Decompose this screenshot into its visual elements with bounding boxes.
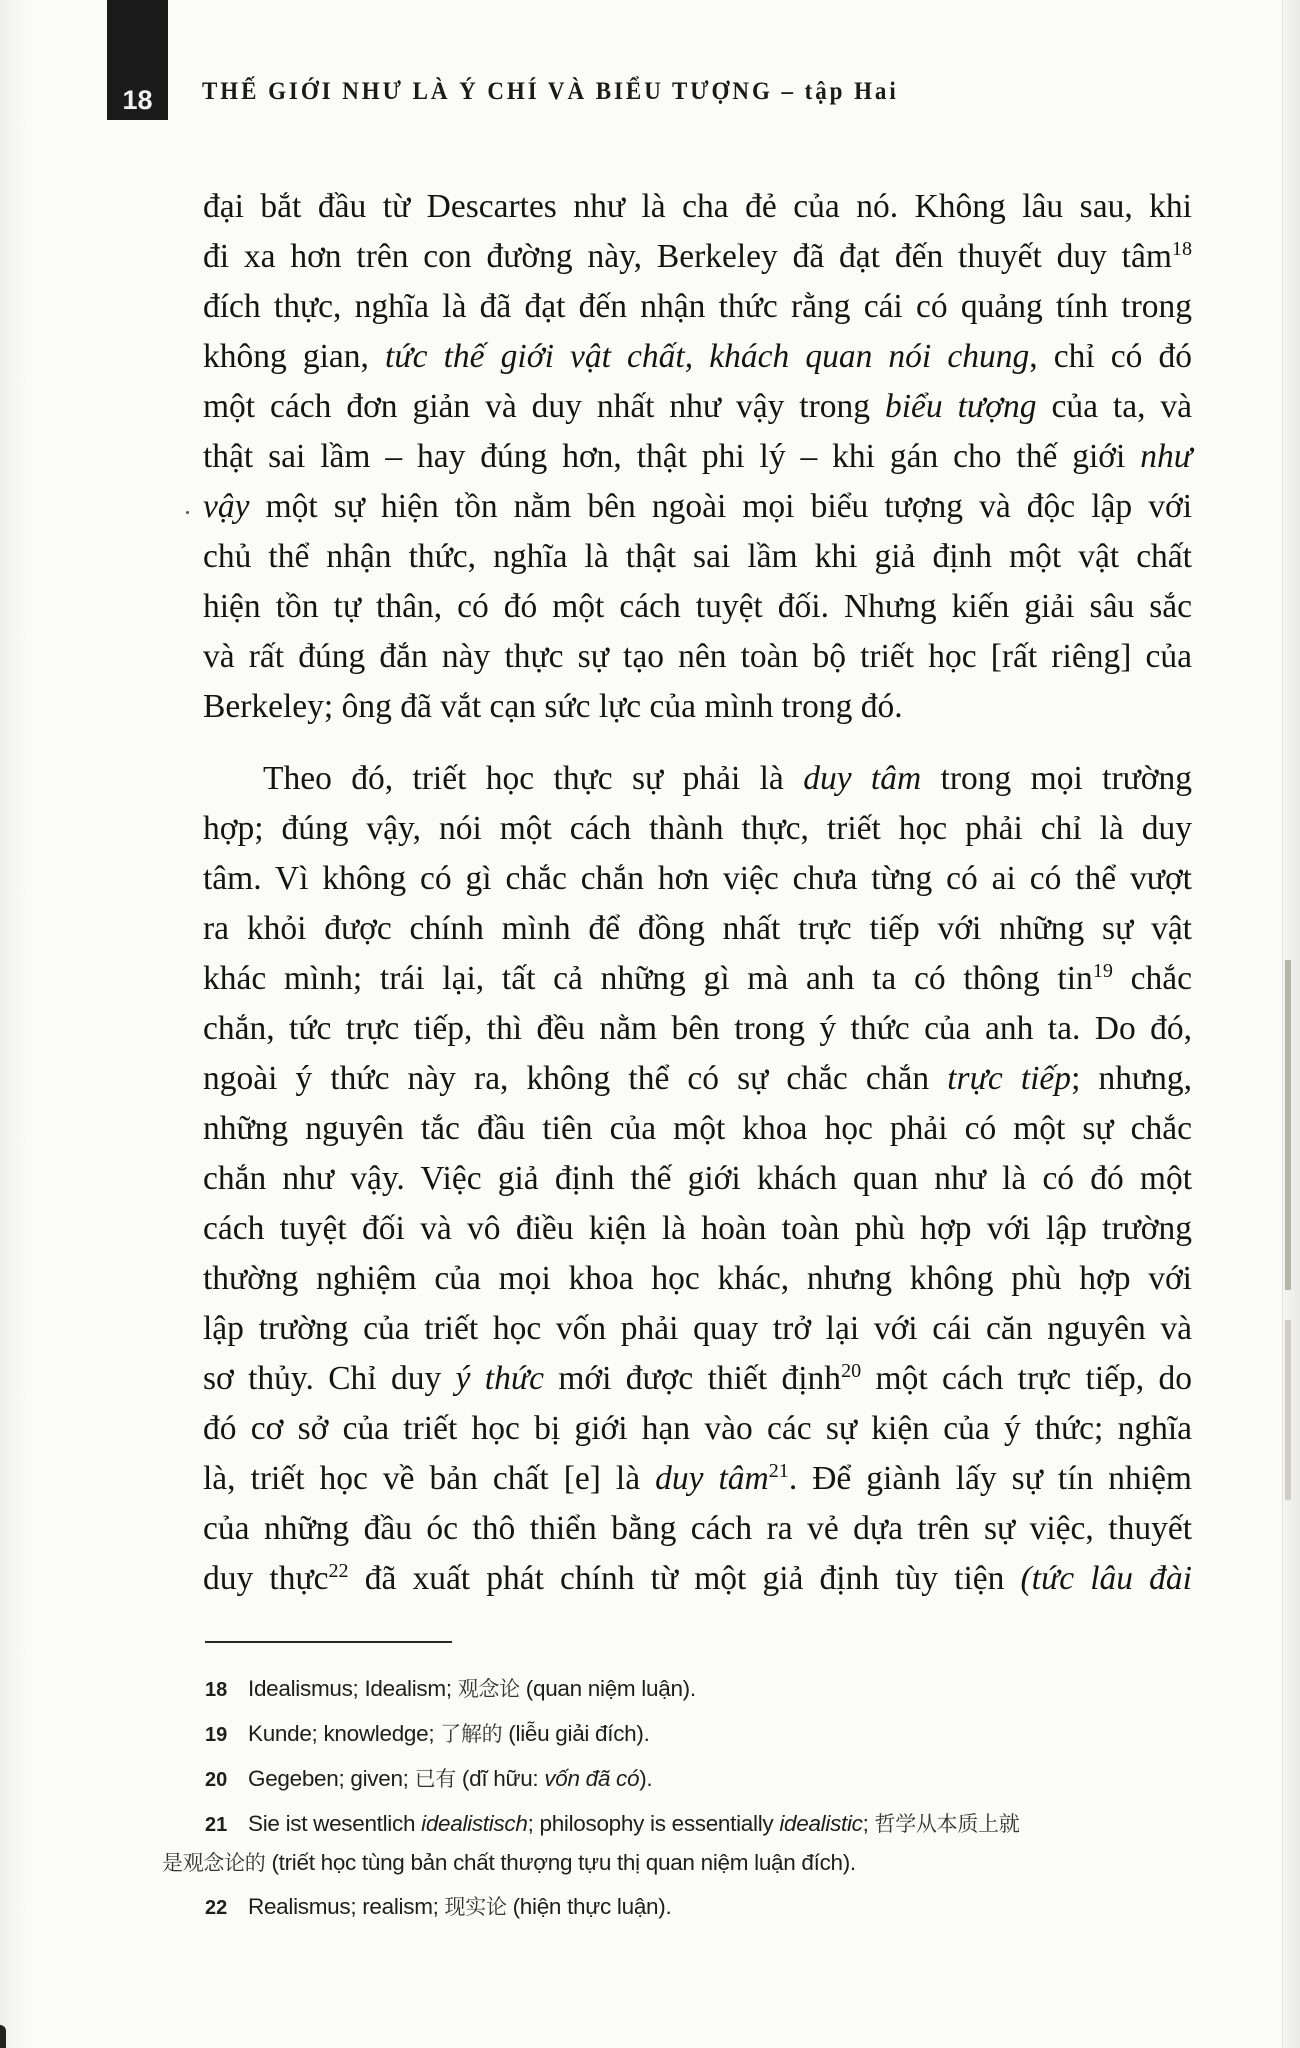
text-line: [203, 1254, 1192, 1304]
chinese-text: 是观念论的: [162, 1851, 266, 1875]
italic-text: duy tâm: [655, 1460, 769, 1497]
text-run: chắn, tức trực tiếp, thì đều nằm bên trong ý thức của anh ta. Do đó,: [203, 1010, 1192, 1047]
text-run: ; nhưng,: [1071, 1060, 1193, 1097]
italic-text: biểu tượng: [884, 388, 1037, 425]
footnotes: [162, 1670, 1195, 1933]
chinese-text: 观念论: [457, 1677, 520, 1701]
text-line: [203, 1454, 1192, 1504]
text-run: Sie ist wesentlich: [248, 1811, 422, 1836]
footnote-21: [162, 1805, 1195, 1882]
text-run: ;: [862, 1811, 875, 1836]
text-run: Idealismus; Idealism;: [248, 1676, 458, 1701]
text-run: của những đầu óc thô thiển bằng cách ra vẻ dựa trên sự việc, thuyết: [203, 1510, 1192, 1547]
text-line: [203, 904, 1192, 954]
text-line: [203, 1554, 1192, 1604]
margin-speck: [186, 511, 189, 514]
text-run: không gian,: [203, 338, 386, 375]
text-line: [203, 582, 1192, 632]
footnote-19: [205, 1715, 1195, 1754]
paragraph: [203, 182, 1192, 732]
chinese-text: 了解的: [440, 1722, 503, 1746]
page-edge-shadow: [1285, 960, 1291, 1290]
text-line: [203, 954, 1192, 1004]
body-text: [203, 182, 1192, 1604]
text-run: hợp; đúng vậy, nói một cách thành thực, triết học phải chỉ là duy: [203, 810, 1192, 847]
text-run: khác mình; trái lại, tất cả những gì mà anh ta có thông tin: [203, 960, 1093, 997]
footnote-number: 21: [205, 1814, 228, 1836]
text-line: [203, 1204, 1192, 1254]
text-run: (quan niệm luận).: [519, 1676, 696, 1701]
footnote-reference[interactable]: 18: [1171, 237, 1192, 260]
text-line: [203, 432, 1192, 482]
text-run: ; philosophy is essentially: [527, 1811, 780, 1836]
footnote-text: [248, 1766, 652, 1791]
text-line: [203, 532, 1192, 582]
text-run: chắn như vậy. Việc giả định thế giới khách quan như là có đó một: [203, 1160, 1192, 1197]
text-line: [203, 682, 1192, 732]
italic-text: tức thế giới vật chất, khách quan nói chung: [385, 338, 1030, 375]
text-run: Gegeben; given;: [248, 1766, 415, 1791]
footnote-reference[interactable]: 22: [328, 1559, 349, 1582]
footnote-22: [205, 1888, 1195, 1927]
scan-corner-mark: [0, 2025, 6, 2048]
text-run: Theo đó, triết học thực sự phải là: [263, 760, 804, 797]
text-line: [203, 182, 1192, 232]
text-run: cách tuyệt đối và vô điều kiện là hoàn toàn phù hợp với lập trường: [203, 1210, 1192, 1247]
text-run: đã xuất phát chính từ một giả định tùy tiện: [348, 1560, 1021, 1597]
page-number: 18: [122, 85, 153, 115]
text-run: thật sai lầm – hay đúng hơn, thật phi lý – khi gán cho thế giới: [203, 438, 1141, 475]
italic-text: như: [1140, 438, 1192, 475]
text-line: [203, 332, 1192, 382]
text-line: [203, 382, 1192, 432]
text-run: lập trường của triết học vốn phải quay trở lại với cái căn nguyên và: [203, 1310, 1192, 1347]
footnote-reference[interactable]: 19: [1092, 959, 1113, 982]
text-run: ).: [639, 1766, 653, 1791]
text-run: (dĩ hữu:: [455, 1766, 545, 1791]
text-line: [203, 854, 1192, 904]
page-edge-shadow: [1285, 1320, 1291, 1500]
text-line: [203, 1104, 1192, 1154]
text-run: ra khỏi được chính mình để đồng nhất trực tiếp với những sự vật: [203, 910, 1192, 947]
text-run: (triết học tùng bản chất thượng tựu thị quan niệm luận đích).: [265, 1850, 856, 1875]
text-line: [203, 632, 1192, 682]
page-number-tab: [107, 0, 168, 120]
text-run: mới được thiết định: [543, 1360, 842, 1397]
italic-text: idealistic: [779, 1811, 863, 1836]
footnote-18: [205, 1670, 1195, 1709]
text-run: chủ thể nhận thức, nghĩa là thật sai lầm khi giả định một vật chất: [203, 538, 1192, 575]
footnote-text-continued: [162, 1844, 1195, 1882]
italic-text: vốn đã có: [544, 1766, 640, 1791]
text-run: chắc: [1112, 960, 1193, 997]
text-run: Realismus; realism;: [248, 1894, 445, 1919]
paragraph: [203, 754, 1192, 1604]
text-line: [203, 232, 1192, 282]
text-run: một cách đơn giản và duy nhất như vậy trong: [203, 388, 885, 425]
italic-text: vậy: [203, 488, 250, 525]
text-run: đi xa hơn trên con đường này, Berkeley đã đạt đến thuyết duy tâm: [203, 238, 1172, 275]
text-run: (liễu giải đích).: [502, 1721, 650, 1746]
text-run: một sự hiện tồn nằm bên ngoài mọi biểu tượng và độc lập với: [249, 488, 1192, 525]
footnote-number: 22: [205, 1897, 228, 1919]
italic-text: idealistisch: [421, 1811, 528, 1836]
footnote-text: [248, 1811, 1019, 1836]
text-line: [203, 482, 1192, 532]
text-run: hiện tồn tự thân, có đó một cách tuyệt đối. Nhưng kiến giải sâu sắc: [203, 588, 1192, 625]
text-line: [203, 754, 1192, 804]
text-run: duy thực: [203, 1560, 329, 1597]
text-run: đích thực, nghĩa là đã đạt đến nhận thức rằng cái có quảng tính trong: [203, 288, 1192, 325]
text-line: [203, 1054, 1192, 1104]
footnote-number: 20: [205, 1769, 228, 1791]
text-line: [203, 804, 1192, 854]
footnote-number: 19: [205, 1724, 228, 1746]
italic-text: trực tiếp: [947, 1060, 1072, 1097]
footnote-reference[interactable]: 21: [768, 1459, 789, 1482]
italic-text: duy tâm: [803, 760, 922, 797]
text-run: và rất đúng đắn này thực sự tạo nên toàn bộ triết học [rất riêng] của: [203, 638, 1192, 675]
text-run: Kunde; knowledge;: [248, 1721, 441, 1746]
text-run: thường nghiệm của mọi khoa học khác, nhưng không phù hợp với: [203, 1260, 1192, 1297]
text-run: những nguyên tắc đầu tiên của một khoa học phải có một sự chắc: [203, 1110, 1192, 1147]
text-run: (hiện thực luận).: [506, 1894, 672, 1919]
text-run: đại bắt đầu từ Descartes như là cha đẻ của nó. Không lâu sau, khi: [203, 188, 1192, 225]
text-run: tâm. Vì không có gì chắc chắn hơn việc chưa từng có ai có thể vượt: [203, 860, 1192, 897]
chinese-text: 已有: [414, 1767, 456, 1791]
text-line: [203, 1504, 1192, 1554]
text-line: [203, 1004, 1192, 1054]
footnote-separator: [205, 1641, 452, 1643]
text-run: ngoài ý thức này ra, không thể có sự chắc chắn: [203, 1060, 948, 1097]
text-line: [203, 1154, 1192, 1204]
chinese-text: 现实论: [444, 1895, 507, 1919]
page-edge-right: [1282, 0, 1300, 2048]
footnote-reference[interactable]: 20: [841, 1359, 862, 1382]
italic-text: ý thức: [455, 1360, 544, 1397]
text-line: [203, 1304, 1192, 1354]
footnote-number: 18: [205, 1679, 228, 1701]
text-run: là, triết học về bản chất [e] là: [203, 1460, 656, 1497]
footnote-text: [248, 1676, 696, 1701]
text-run: . Để giành lấy sự tín nhiệm: [788, 1460, 1192, 1497]
running-head-title: THẾ GIỚI NHƯ LÀ Ý CHÍ VÀ BIỂU TƯỢNG – tập Hai: [202, 78, 899, 105]
footnote-text: [248, 1721, 650, 1746]
paragraph-gap: [203, 732, 1192, 754]
text-line: [203, 282, 1192, 332]
text-run: Berkeley; ông đã vắt cạn sức lực của mình trong đó.: [203, 688, 903, 725]
text-run: , chỉ có đó: [1029, 338, 1193, 375]
text-line: [203, 1354, 1192, 1404]
text-run: sơ thủy. Chỉ duy: [203, 1360, 456, 1397]
text-run: trong mọi trường: [921, 760, 1192, 797]
text-run: của ta, và: [1036, 388, 1192, 425]
page-edge-left: [0, 0, 28, 2048]
text-run: đó cơ sở của triết học bị giới hạn vào các sự kiện của ý thức; nghĩa: [203, 1410, 1192, 1447]
text-line: [203, 1404, 1192, 1454]
footnote-20: [205, 1760, 1195, 1799]
footnote-text: [248, 1894, 671, 1919]
chinese-text: 哲学从本质上就: [874, 1812, 1020, 1836]
text-run: một cách trực tiếp, do: [861, 1360, 1192, 1397]
italic-text: (tức lâu đài: [1020, 1560, 1192, 1597]
